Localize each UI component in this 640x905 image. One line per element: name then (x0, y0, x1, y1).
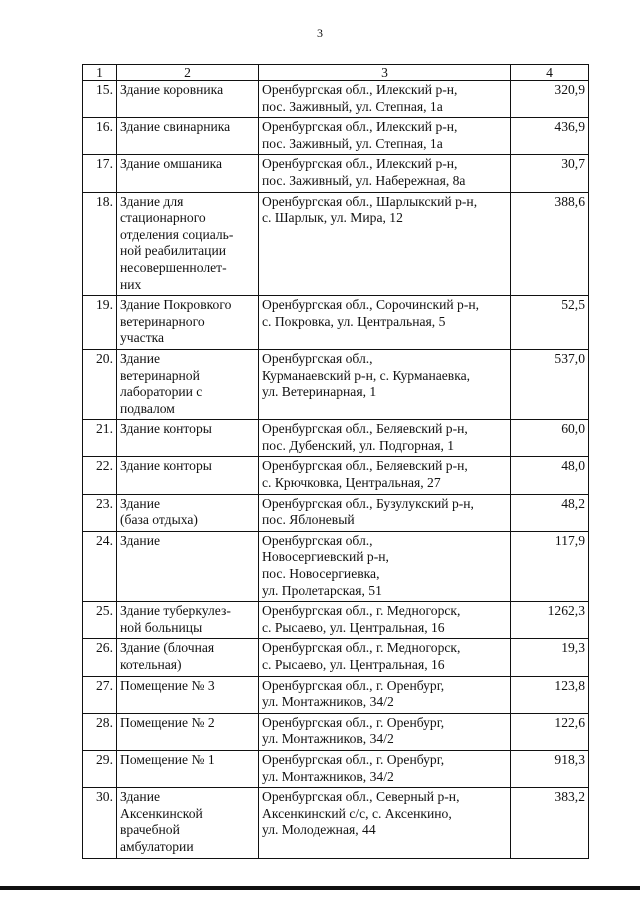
object-area: 1262,3 (511, 602, 589, 639)
object-address: Оренбургская обл., Сорочинский р-н, с. Покровка, ул. Центральная, 5 (259, 296, 511, 350)
object-area: 918,3 (511, 750, 589, 787)
object-address: Оренбургская обл., Курманаевский р-н, с. Курманаевка, ул. Ветеринарная, 1 (259, 349, 511, 419)
object-address: Оренбургская обл., Северный р-н, Аксенкинский с/с, с. Аксенкино, ул. Молодежная, 44 (259, 788, 511, 858)
object-area: 123,8 (511, 676, 589, 713)
object-name: Здание Покровкого ветеринарного участка (117, 296, 259, 350)
object-name: Помещение № 2 (117, 713, 259, 750)
bottom-rule (0, 886, 640, 890)
object-name: Здание ветеринарной лаборатории с подвалом (117, 349, 259, 419)
table-row (83, 81, 589, 118)
table-row (83, 192, 589, 296)
row-number: 18. (83, 192, 117, 296)
object-address: Оренбургская обл., г. Медногорск, с. Рысаево, ул. Центральная, 16 (259, 602, 511, 639)
table-row (83, 349, 589, 419)
row-number: 23. (83, 494, 117, 531)
table-row (83, 531, 589, 601)
column-header-3: 3 (259, 65, 511, 81)
object-area: 537,0 (511, 349, 589, 419)
object-area: 19,3 (511, 639, 589, 676)
row-number: 26. (83, 639, 117, 676)
row-number: 20. (83, 349, 117, 419)
row-number: 17. (83, 155, 117, 192)
object-name: Здание (база отдыха) (117, 494, 259, 531)
object-name: Помещение № 3 (117, 676, 259, 713)
object-address: Оренбургская обл., г. Оренбург, ул. Монтажников, 34/2 (259, 750, 511, 787)
object-name: Здание конторы (117, 457, 259, 494)
column-header-1: 1 (83, 65, 117, 81)
object-address: Оренбургская обл., Илекский р-н, пос. Заживный, ул. Набережная, 8а (259, 155, 511, 192)
table-row (83, 457, 589, 494)
object-address: Оренбургская обл., Бузулукский р-н, пос. Яблоневый (259, 494, 511, 531)
table-row (83, 296, 589, 350)
row-number: 22. (83, 457, 117, 494)
table-header-row (83, 65, 589, 81)
row-number: 25. (83, 602, 117, 639)
object-name: Здание коровника (117, 81, 259, 118)
object-address: Оренбургская обл., Беляевский р-н, с. Крючковка, Центральная, 27 (259, 457, 511, 494)
table-row (83, 713, 589, 750)
table-row (83, 602, 589, 639)
object-name: Помещение № 1 (117, 750, 259, 787)
table-body (83, 81, 589, 859)
object-area: 320,9 (511, 81, 589, 118)
object-area: 48,2 (511, 494, 589, 531)
object-address: Оренбургская обл., Илекский р-н, пос. Заживный, ул. Степная, 1а (259, 118, 511, 155)
object-area: 388,6 (511, 192, 589, 296)
row-number: 30. (83, 788, 117, 858)
object-name: Здание (117, 531, 259, 601)
row-number: 16. (83, 118, 117, 155)
row-number: 28. (83, 713, 117, 750)
object-address: Оренбургская обл., Новосергиевский р-н, пос. Новосергиевка, ул. Пролетарская, 51 (259, 531, 511, 601)
object-name: Здание Аксенкинской врачебной амбулатории (117, 788, 259, 858)
table-row (83, 639, 589, 676)
table-row (83, 155, 589, 192)
row-number: 15. (83, 81, 117, 118)
object-name: Здание омшаника (117, 155, 259, 192)
table-row (83, 750, 589, 787)
object-name: Здание для стационарного отделения социаль- ной реабилитации несовершеннолет- них (117, 192, 259, 296)
table-row (83, 420, 589, 457)
object-area: 122,6 (511, 713, 589, 750)
object-area: 117,9 (511, 531, 589, 601)
object-address: Оренбургская обл., г. Оренбург, ул. Монтажников, 34/2 (259, 676, 511, 713)
page-number: 3 (317, 26, 323, 40)
object-area: 48,0 (511, 457, 589, 494)
table-row (83, 494, 589, 531)
table-row (83, 788, 589, 858)
object-area: 60,0 (511, 420, 589, 457)
object-name: Здание (блочная котельная) (117, 639, 259, 676)
object-name: Здание туберкулез- ной больницы (117, 602, 259, 639)
row-number: 29. (83, 750, 117, 787)
row-number: 21. (83, 420, 117, 457)
table-row (83, 118, 589, 155)
column-header-2: 2 (117, 65, 259, 81)
property-table (82, 64, 589, 859)
object-address: Оренбургская обл., Беляевский р-н, пос. Дубенский, ул. Подгорная, 1 (259, 420, 511, 457)
object-name: Здание свинарника (117, 118, 259, 155)
object-address: Оренбургская обл., г. Медногорск, с. Рысаево, ул. Центральная, 16 (259, 639, 511, 676)
object-area: 436,9 (511, 118, 589, 155)
object-address: Оренбургская обл., Илекский р-н, пос. Заживный, ул. Степная, 1а (259, 81, 511, 118)
object-area: 52,5 (511, 296, 589, 350)
object-address: Оренбургская обл., г. Оренбург, ул. Монтажников, 34/2 (259, 713, 511, 750)
column-header-4: 4 (511, 65, 589, 81)
object-area: 30,7 (511, 155, 589, 192)
table-row (83, 676, 589, 713)
row-number: 27. (83, 676, 117, 713)
row-number: 24. (83, 531, 117, 601)
row-number: 19. (83, 296, 117, 350)
object-name: Здание конторы (117, 420, 259, 457)
object-area: 383,2 (511, 788, 589, 858)
object-address: Оренбургская обл., Шарлыкский р-н, с. Шарлык, ул. Мира, 12 (259, 192, 511, 296)
